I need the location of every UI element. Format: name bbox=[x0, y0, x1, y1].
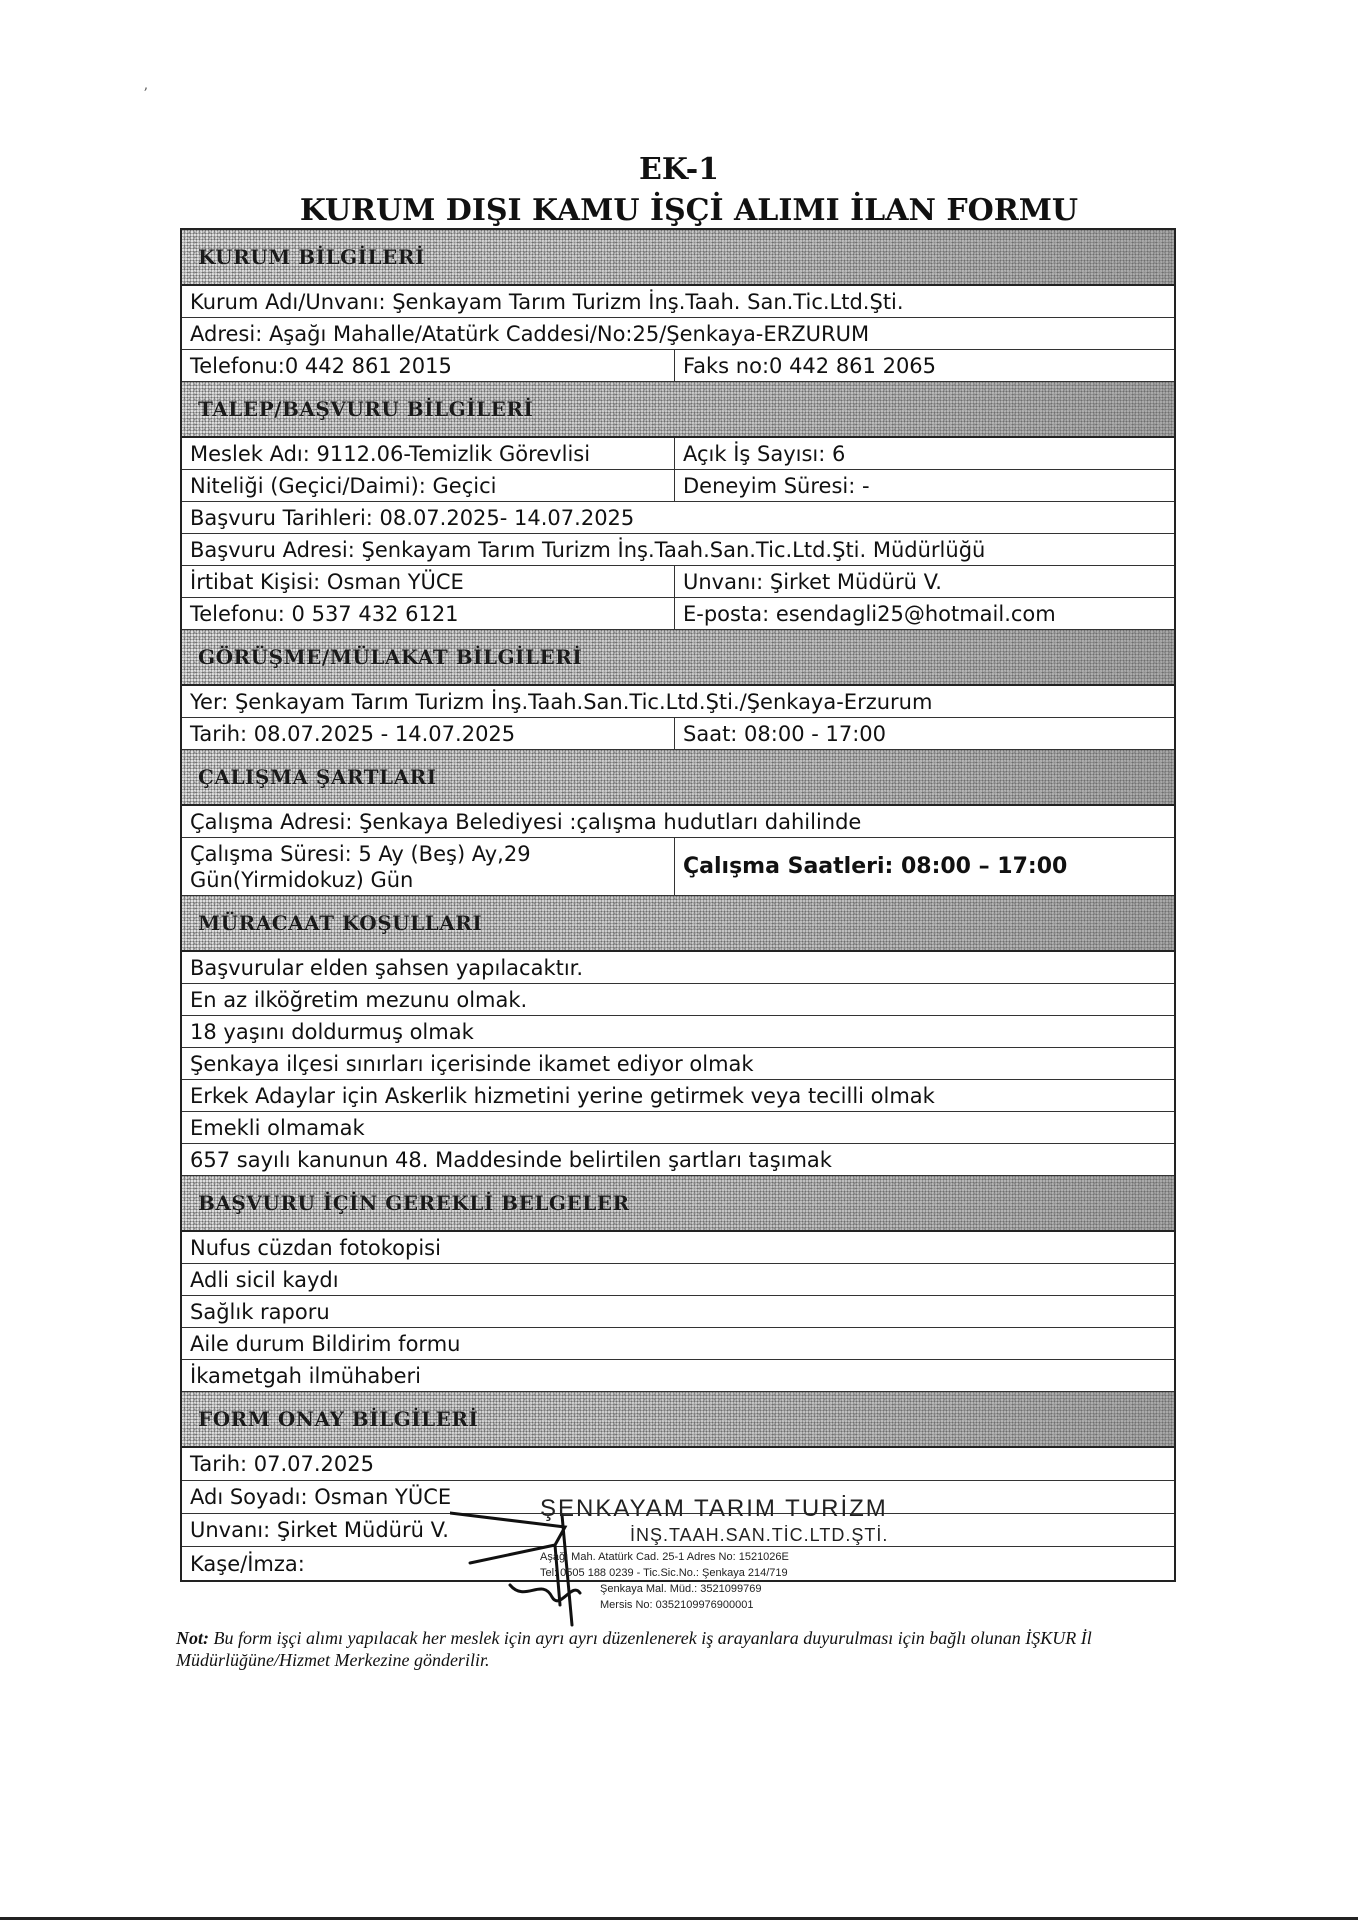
calisma-adresi: Çalışma Adresi: Şenkaya Belediyesi :çalışma hudutları dahilinde bbox=[190, 809, 862, 834]
muracaat-item: 657 sayılı kanunun 48. Maddesinde belirtilen şartları taşımak bbox=[182, 1144, 1174, 1176]
calisma-row-1 bbox=[182, 806, 1174, 838]
note-text: Bu form işçi alımı yapılacak her meslek için ayrı ayrı düzenlenerek iş arayanlara duyurulması için bağlı olunan İŞKUR İl Müdürlüğüne/Hizmet Merkezine gönderilir. bbox=[176, 1628, 1092, 1670]
page-title: KURUM DIŞI KAMU İŞÇİ ALIMI İLAN FORMU bbox=[299, 193, 1079, 228]
gorusme-row-1 bbox=[182, 686, 1174, 718]
onay-row-4 bbox=[182, 1547, 1174, 1580]
section-talep-header: TALEP/BAŞVURU BİLGİLERİ bbox=[182, 382, 1174, 438]
calisma-row-2 bbox=[182, 838, 1174, 896]
section-kurum-header: KURUM BİLGİLERİ bbox=[182, 230, 1174, 286]
onay-row-2 bbox=[182, 1481, 1174, 1514]
belge-item: Aile durum Bildirim formu bbox=[182, 1328, 1174, 1360]
kurum-address-row bbox=[182, 318, 1174, 350]
muracaat-item: Emekli olmamak bbox=[182, 1112, 1174, 1144]
talep-row-5 bbox=[182, 566, 1174, 598]
irtibat-telefonu: Telefonu: 0 537 432 6121 bbox=[182, 598, 675, 629]
muracaat-item: Başvurular elden şahsen yapılacaktır. bbox=[182, 952, 1174, 984]
stamp-line-3: Aşağı Mah. Atatürk Cad. 25-1 Adres No: 1521026E bbox=[540, 1551, 789, 1563]
section-onay-header: FORM ONAY BİLGİLERİ bbox=[182, 1392, 1174, 1448]
irtibat-kisisi: İrtibat Kişisi: Osman YÜCE bbox=[182, 566, 675, 597]
announcement-form bbox=[180, 228, 1176, 1582]
kurum-name: Kurum Adı/Unvanı: Şenkayam Tarım Turizm İnş.Taah. San.Tic.Ltd.Şti. bbox=[190, 289, 904, 314]
section-belgeler-header: BAŞVURU İÇİN GEREKLİ BELGELER bbox=[182, 1176, 1174, 1232]
kurum-phone: Telefonu:0 442 861 2015 bbox=[182, 350, 675, 381]
kurum-fax: Faks no:0 442 861 2065 bbox=[683, 353, 937, 378]
talep-row-1 bbox=[182, 438, 1174, 470]
stamp-line-5: Şenkaya Mal. Müd.: 3521099769 bbox=[600, 1583, 762, 1595]
scan-mark: ʼ bbox=[143, 86, 148, 102]
onay-kase-imza: Kaşe/İmza: bbox=[190, 1551, 305, 1576]
talep-row-4 bbox=[182, 534, 1174, 566]
kurum-name-row bbox=[182, 286, 1174, 318]
onay-ad-soyad: Adı Soyadı: Osman YÜCE bbox=[190, 1485, 452, 1509]
onay-unvan: Unvanı: Şirket Müdürü V. bbox=[190, 1518, 449, 1542]
annex-label: EK-1 bbox=[638, 152, 720, 187]
deneyim-suresi: Deneyim Süresi: - bbox=[683, 473, 870, 498]
note-label: Not: bbox=[176, 1628, 209, 1648]
stamp-line-2: İNŞ.TAAH.SAN.TİC.LTD.ŞTİ. bbox=[630, 1525, 889, 1545]
calisma-saatleri: Çalışma Saatleri: 08:00 – 17:00 bbox=[683, 854, 1068, 879]
muracaat-item: 18 yaşını doldurmuş olmak bbox=[182, 1016, 1174, 1048]
section-calisma-header: ÇALIŞMA ŞARTLARI bbox=[182, 750, 1174, 806]
stamp-line-1: ŞENKAYAM TARIM TURİZM bbox=[540, 1495, 888, 1522]
muracaat-item: Şenkaya ilçesi sınırları içerisinde ikamet ediyor olmak bbox=[182, 1048, 1174, 1080]
section-gorusme-header: GÖRÜŞME/MÜLAKAT BİLGİLERİ bbox=[182, 630, 1174, 686]
meslek-adi: Meslek Adı: 9112.06-Temizlik Görevlisi bbox=[182, 438, 675, 469]
belge-item: Sağlık raporu bbox=[182, 1296, 1174, 1328]
kurum-address: Adresi: Aşağı Mahalle/Atatürk Caddesi/No:25/Şenkaya-ERZURUM bbox=[190, 321, 870, 346]
gorusme-row-2 bbox=[182, 718, 1174, 750]
basvuru-tarihleri: Başvuru Tarihleri: 08.07.2025- 14.07.2025 bbox=[190, 505, 635, 530]
gorusme-tarih: Tarih: 08.07.2025 - 14.07.2025 bbox=[182, 718, 675, 749]
stamp-line-6: Mersis No: 0352109976900001 bbox=[600, 1599, 754, 1611]
belge-item: İkametgah ilmühaberi bbox=[182, 1360, 1174, 1392]
onay-row-3 bbox=[182, 1514, 1174, 1547]
footer-note bbox=[176, 1627, 1176, 1671]
talep-row-3 bbox=[182, 502, 1174, 534]
calisma-suresi: Çalışma Süresi: 5 Ay (Beş) Ay,29 Gün(Yirmidokuz) Gün bbox=[182, 838, 675, 895]
onay-tarih: Tarih: 07.07.2025 bbox=[190, 1452, 374, 1476]
niteligi: Niteliği (Geçici/Daimi): Geçici bbox=[182, 470, 675, 501]
stamp-line-4: Tel: 0505 188 0239 - Tic.Sic.No.: Şenkaya 214/719 bbox=[540, 1567, 788, 1579]
belge-item: Adli sicil kaydı bbox=[182, 1264, 1174, 1296]
irtibat-eposta: E-posta: esendagli25@hotmail.com bbox=[683, 601, 1056, 626]
basvuru-adresi: Başvuru Adresi: Şenkayam Tarım Turizm İnş.Taah.San.Tic.Ltd.Şti. Müdürlüğü bbox=[190, 537, 986, 562]
belge-item: Nufus cüzdan fotokopisi bbox=[182, 1232, 1174, 1264]
talep-row-2 bbox=[182, 470, 1174, 502]
kurum-contact-row bbox=[182, 350, 1174, 382]
irtibat-unvani: Unvanı: Şirket Müdürü V. bbox=[683, 569, 942, 594]
onay-row-1 bbox=[182, 1448, 1174, 1481]
section-muracaat-header: MÜRACAAT KOŞULLARI bbox=[182, 896, 1174, 952]
acik-is-sayisi: Açık İş Sayısı: 6 bbox=[683, 441, 846, 466]
gorusme-yer: Yer: Şenkayam Tarım Turizm İnş.Taah.San.Tic.Ltd.Şti./Şenkaya-Erzurum bbox=[190, 689, 933, 714]
talep-row-6 bbox=[182, 598, 1174, 630]
gorusme-saat: Saat: 08:00 - 17:00 bbox=[683, 721, 887, 746]
muracaat-item: En az ilköğretim mezunu olmak. bbox=[182, 984, 1174, 1016]
muracaat-item: Erkek Adaylar için Askerlik hizmetini yerine getirmek veya tecilli olmak bbox=[182, 1080, 1174, 1112]
